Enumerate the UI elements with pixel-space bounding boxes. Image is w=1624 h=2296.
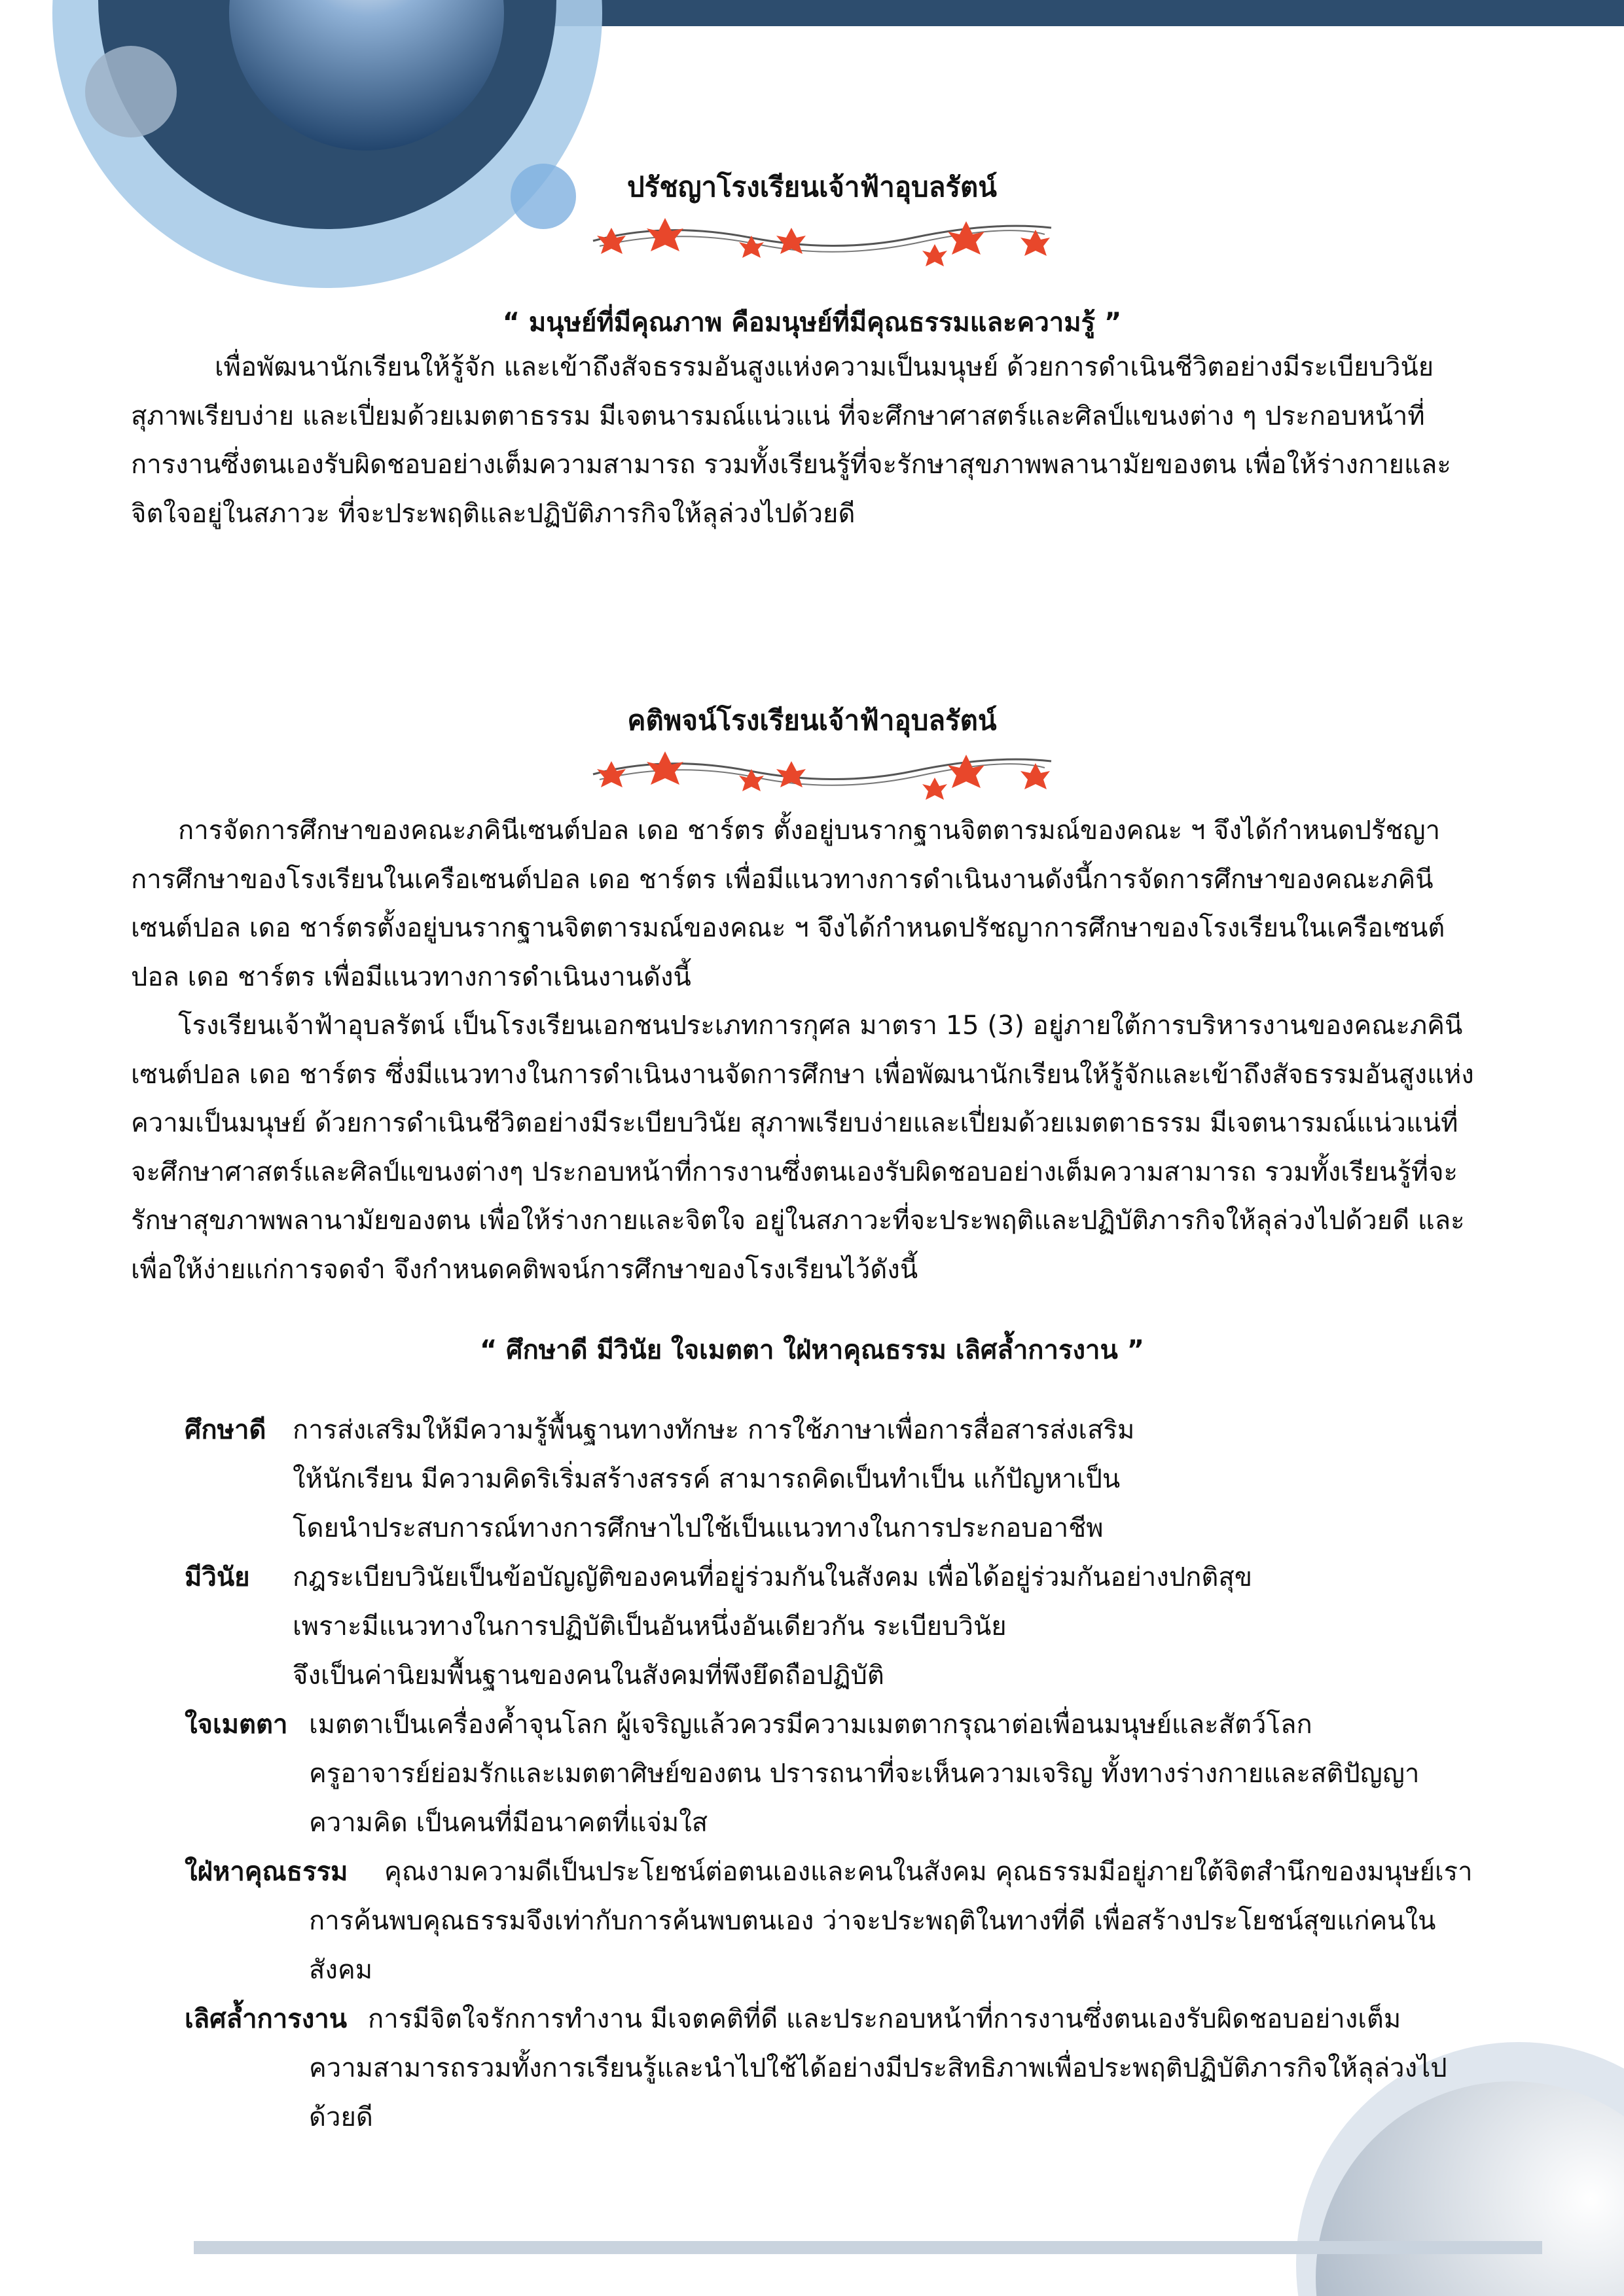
definition-line: ความคิด เป็นคนที่มีอนาคตที่แจ่มใส — [309, 1808, 708, 1838]
leaf-ornament-icon — [586, 742, 1058, 800]
definition-line: เพราะมีแนวทางในการปฏิบัติเป็นอันหนึ่งอันเดียวกัน ระเบียบวินัย — [293, 1611, 1007, 1641]
definition-term: เลิศล้ำการงาน — [185, 2004, 348, 2034]
bottom-banner-bar — [194, 2241, 1542, 2254]
definition-line: ครูอาจารย์ย่อมรักและเมตตาศิษย์ของตน ปรารถนาที่จะเห็นความเจริญ ทั้งทางร่างกายและสติปัญญา — [309, 1759, 1420, 1789]
motto-section-title: คติพจน์โรงเรียนเจ้าฟ้าอุบลรัตน์ — [627, 704, 997, 736]
top-left-circle-decoration — [0, 0, 655, 301]
text-line: การงานซึ่งตนเองรับผิดชอบอย่างเต็มความสามารถ รวมทั้งเรียนรู้ที่จะรักษาสุขภาพพลานามัยของตน เพื่อให้ร่างกายและ — [131, 450, 1451, 480]
definition-line: เมตตาเป็นเครื่องค้ำจุนโลก ผู้เจริญแล้วควรมีความเมตตากรุณาต่อเพื่อนมนุษย์และสัตว์โลก — [309, 1710, 1312, 1740]
text-line: เพื่อให้ง่ายแก่การจดจำ จึงกำหนดคติพจน์การศึกษาของโรงเรียนไว้ดังนี้ — [131, 1254, 918, 1285]
text-line: การจัดการศึกษาของคณะภคินีเซนต์ปอล เดอ ชาร์ตร ตั้งอยู่บนรากฐานจิตตารมณ์ของคณะ ฯ จึงได้กำหนดปรัชญา — [178, 816, 1441, 846]
definition-term: มีวินัย — [185, 1562, 250, 1592]
definition-line: กฎระเบียบวินัยเป็นข้อบัญญัติของคนที่อยู่ร่วมกันในสังคม เพื่อได้อยู่ร่วมกันอย่างปกติสุข — [293, 1562, 1253, 1592]
definition-line: ด้วยดี — [309, 2102, 373, 2132]
definition-line: การมีจิตใจรักการทำงาน มีเจตคติที่ดี และประกอบหน้าที่การงานซึ่งตนเองรับผิดชอบอย่างเต็ม — [368, 2004, 1401, 2034]
definition-term: ใจเมตตา — [185, 1710, 288, 1740]
definition-line: โดยนำประสบการณ์ทางการศึกษาไปใช้เป็นแนวทางในการประกอบอาชีพ — [293, 1513, 1104, 1543]
philosophy-title: ปรัชญาโรงเรียนเจ้าฟ้าอุบลรัตน์ — [627, 171, 997, 203]
text-line: ปอล เดอ ชาร์ตร เพื่อมีแนวทางการดำเนินงานดังนี้ — [131, 961, 691, 992]
definition-line: คุณงามความดีเป็นประโยชน์ต่อตนเองและคนในสังคม คุณธรรมมีอยู่ภายใต้จิตสำนึกของมนุษย์เรา — [384, 1857, 1473, 1887]
text-line: สุภาพเรียบง่าย และเปี่ยมด้วยเมตตาธรรม มีเจตนารมณ์แน่วแน่ ที่จะศึกษาศาสตร์และศิลป์แขนงต่าง ๆ ประกอบหน้าที่ — [131, 401, 1425, 431]
definition-line: ความสามารถรวมทั้งการเรียนรู้และนำไปใช้ได้อย่างมีประสิทธิภาพเพื่อประพฤติปฏิบัติภารกิจให้ลุล่วงไป — [309, 2053, 1447, 2083]
definition-term: ศึกษาดี — [185, 1415, 266, 1445]
motto-intro-paragraph-2 — [131, 1001, 1512, 1294]
motto-intro-paragraph-1 — [131, 806, 1512, 1001]
definition-line: การส่งเสริมให้มีความรู้พื้นฐานทางทักษะ การใช้ภาษาเพื่อการสื่อสารส่งเสริม — [293, 1415, 1135, 1445]
text-line: เพื่อพัฒนานักเรียนให้รู้จัก และเข้าถึงสัจธรรมอันสูงแห่งความเป็นมนุษย์ ด้วยการดำเนินชีวิตอย่างมีระเบียบวินัย — [215, 352, 1434, 382]
philosophy-paragraph — [131, 343, 1512, 538]
text-line: เซนต์ปอล เดอ ชาร์ตรตั้งอยู่บนรากฐานจิตตารมณ์ของคณะ ฯ จึงได้กำหนดปรัชญาการศึกษาของโรงเรียนในเครือเซนต์ — [131, 913, 1445, 943]
text-line: รักษาสุขภาพพลานามัยของตน เพื่อให้ร่างกายและจิตใจ อยู่ในสภาวะที่จะประพฤติและปฏิบัติภารกิจให้ลุล่วงไปด้วยดี และ — [131, 1206, 1465, 1236]
definition-fai-ha-khunnatham — [185, 1848, 1520, 1995]
definition-line: จึงเป็นค่านิยมพื้นฐานของคนในสังคมที่พึงยึดถือปฏิบัติ — [293, 1660, 884, 1691]
text-line: เซนต์ปอล เดอ ชาร์ตร ซึ่งมีแนวทางในการดำเนินงานจัดการศึกษา เพื่อพัฒนานักเรียนให้รู้จักและเข้าถึงสัจธรรมอันสูงแห่ง — [131, 1059, 1474, 1090]
school-motto: “ ศึกษาดี มีวินัย ใจเมตตา ใฝ่หาคุณธรรม เลิศล้ำการงาน ” — [479, 1335, 1145, 1365]
definition-term: ใฝ่หาคุณธรรม — [185, 1857, 348, 1887]
philosophy-motto: “ มนุษย์ที่มีคุณภาพ คือมนุษย์ที่มีคุณธรรมและความรู้ ” — [502, 308, 1122, 338]
text-line: โรงเรียนเจ้าฟ้าอุบลรัตน์ เป็นโรงเรียนเอกชนประเภทการกุศล มาตรา 15 (3) อยู่ภายใต้การบริหารงานของคณะภคินี — [178, 1011, 1463, 1041]
definition-line: สังคม — [309, 1955, 373, 1985]
definition-suksa-di — [185, 1406, 1520, 1553]
text-line: จิตใจอยู่ในสภาวะ ที่จะประพฤติและปฏิบัติภารกิจให้ลุล่วงไปด้วยดี — [131, 498, 856, 529]
definition-jai-metta — [185, 1700, 1520, 1848]
text-line: จะศึกษาศาสตร์และศิลป์แขนงต่างๆ ประกอบหน้าที่การงานซึ่งตนเองรับผิดชอบอย่างเต็มความสามารถ รวมทั้งเรียนรู้ที่จะ — [131, 1157, 1458, 1187]
motto-definitions — [185, 1406, 1520, 2142]
definition-line: การค้นพบคุณธรรมจึงเท่ากับการค้นพบตนเอง ว่าจะประพฤติในทางที่ดี เพื่อสร้างประโยชน์สุขแก่คนใน — [309, 1906, 1436, 1936]
text-line: การศึกษาของโรงเรียนในเครือเซนต์ปอล เดอ ชาร์ตร เพื่อมีแนวทางการดำเนินงานดังนี้การจัดการศึกษาของคณะภคินี — [131, 864, 1434, 895]
leaf-ornament-icon — [586, 208, 1058, 267]
definition-mi-winai — [185, 1553, 1520, 1700]
definition-line: ให้นักเรียน มีความคิดริเริ่มสร้างสรรค์ สามารถคิดเป็นทำเป็น แก้ปัญหาเป็น — [293, 1464, 1121, 1494]
definition-loet-lam-kan-ngan — [185, 1995, 1520, 2142]
text-line: ความเป็นมนุษย์ ด้วยการดำเนินชีวิตอย่างมีระเบียบวินัย สุภาพเรียบง่ายและเปี่ยมด้วยเมตตาธรรม มีเจตนารมณ์แน่วแน่ที่ — [131, 1108, 1458, 1138]
